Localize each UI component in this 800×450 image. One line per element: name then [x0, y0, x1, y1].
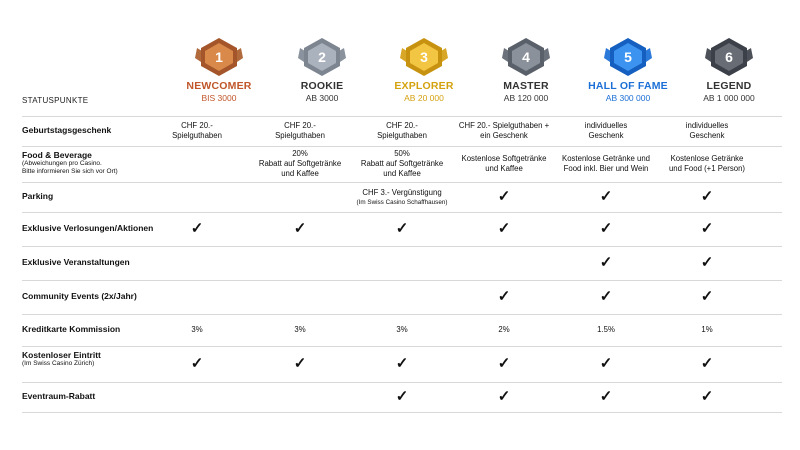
- benefit-cell-hall-of-fame: [556, 389, 656, 404]
- benefit-label: [22, 391, 212, 401]
- check-icon: ✓: [599, 254, 613, 271]
- benefit-cell-explorer: CHF 20.- Spielguthaben: [377, 121, 427, 140]
- benefit-cell-master: [454, 356, 554, 371]
- benefit-cell-rookie: [250, 356, 350, 371]
- tier-threshold: AB 120 000: [503, 93, 549, 103]
- benefit-row: [22, 246, 782, 280]
- tier-number: 1: [215, 49, 223, 65]
- check-icon: ✓: [190, 355, 204, 372]
- benefit-note: (Im Swiss Casino Zürich): [22, 360, 95, 367]
- tier-name: LEGEND: [706, 80, 752, 92]
- check-icon: ✓: [497, 220, 511, 237]
- benefit-cell-explorer: 50% Rabatt auf Softgetränke und Kaffee: [360, 149, 444, 178]
- benefit-cell-rookie: [250, 221, 350, 236]
- benefit-cell-master: [454, 189, 554, 204]
- tier-number: 3: [420, 49, 428, 65]
- benefit-row: [22, 280, 782, 314]
- row-divider: [22, 412, 782, 413]
- benefit-cell-explorer: [352, 389, 452, 404]
- benefit-cell-hall-of-fame: [556, 356, 656, 371]
- benefit-row: [22, 314, 782, 346]
- benefit-name: Geburtstagsgeschenk: [22, 125, 112, 135]
- check-icon: ✓: [700, 388, 714, 405]
- tier-header-6: [679, 36, 779, 116]
- check-icon: ✓: [497, 355, 511, 372]
- tier-name: EXPLORER: [394, 80, 454, 92]
- tier-header-1: [169, 36, 269, 116]
- benefit-cell-legend: [657, 289, 757, 304]
- check-icon: ✓: [293, 220, 307, 237]
- benefit-cell-explorer: 3%: [396, 325, 408, 334]
- benefit-cell-hall-of-fame: [556, 255, 656, 270]
- check-icon: ✓: [700, 288, 714, 305]
- tier-header-4: [476, 36, 576, 116]
- benefit-cell-explorer: [352, 221, 452, 236]
- check-icon: ✓: [599, 220, 613, 237]
- benefit-row: [22, 146, 782, 182]
- benefit-cell-legend: [657, 189, 757, 204]
- tier-badge-icon: [398, 36, 450, 78]
- tier-badge-icon: [602, 36, 654, 78]
- benefit-cell-master: [454, 289, 554, 304]
- tier-threshold: AB 3000: [305, 93, 339, 103]
- tier-number: 6: [725, 49, 733, 65]
- tier-name: ROOKIE: [300, 80, 344, 92]
- check-icon: ✓: [700, 188, 714, 205]
- check-icon: ✓: [395, 388, 409, 405]
- check-icon: ✓: [700, 355, 714, 372]
- benefit-cell-hall-of-fame: Kostenlose Getränke und Food inkl. Bier und Wein: [562, 154, 650, 173]
- check-icon: ✓: [190, 220, 204, 237]
- check-icon: ✓: [497, 188, 511, 205]
- benefit-cell-newcomer: 3%: [191, 325, 203, 334]
- benefit-cell-rookie: 20% Rabatt auf Softgetränke und Kaffee: [258, 149, 342, 178]
- benefit-cell-master: [454, 389, 554, 404]
- check-icon: ✓: [395, 220, 409, 237]
- benefit-cell-hall-of-fame: individuelles Geschenk: [584, 121, 628, 140]
- check-icon: ✓: [599, 288, 613, 305]
- tier-header-2: [272, 36, 372, 116]
- benefit-cell-hall-of-fame: 1.5%: [597, 325, 615, 334]
- check-icon: ✓: [497, 388, 511, 405]
- tier-badge-icon: [500, 36, 552, 78]
- benefit-cell-legend: 1%: [701, 325, 713, 334]
- benefit-name: Exklusive Veranstaltungen: [22, 257, 130, 267]
- benefit-name: Community Events (2x/Jahr): [22, 291, 137, 301]
- benefit-cell-master: CHF 20.- Spielguthaben + ein Geschenk: [458, 121, 550, 140]
- benefit-note: (Abweichungen pro Casino. Bitte informieren Sie sich vor Ort): [22, 160, 118, 175]
- benefit-cell-master: [454, 221, 554, 236]
- benefit-name: Eventraum-Rabatt: [22, 391, 96, 401]
- benefit-label: [22, 257, 212, 267]
- benefit-label: [22, 191, 212, 201]
- benefit-name: Kostenloser Eintritt: [22, 350, 101, 360]
- check-icon: ✓: [599, 188, 613, 205]
- benefit-cell-legend: Kostenlose Getränke und Food (+1 Person): [668, 154, 746, 173]
- check-icon: ✓: [700, 220, 714, 237]
- benefit-cell-master: 2%: [498, 325, 510, 334]
- benefit-row: [22, 212, 782, 246]
- benefit-cell-legend: [657, 255, 757, 270]
- tier-badge-icon: [296, 36, 348, 78]
- tier-number: 2: [318, 49, 326, 65]
- benefit-cell-master: Kostenlose Softgetränke und Kaffee: [461, 154, 547, 173]
- tier-threshold: AB 300 000: [605, 93, 651, 103]
- tier-name: HALL OF FAME: [588, 80, 668, 92]
- benefit-cell-hall-of-fame: [556, 289, 656, 304]
- benefit-label: [22, 291, 212, 301]
- benefit-row: [22, 182, 782, 212]
- benefit-cell-legend: [657, 221, 757, 236]
- tier-badge-icon: [193, 36, 245, 78]
- tier-threshold: AB 1 000 000: [703, 93, 755, 103]
- tier-number: 5: [624, 49, 632, 65]
- benefit-cell-hall-of-fame: [556, 189, 656, 204]
- tier-threshold: AB 20 000: [404, 93, 444, 103]
- benefit-cell-explorer: [352, 356, 452, 371]
- check-icon: ✓: [700, 254, 714, 271]
- tier-threshold: BIS 3000: [201, 93, 237, 103]
- benefit-row: [22, 346, 782, 382]
- benefit-cell-newcomer: CHF 20.- Spielguthaben: [172, 121, 222, 140]
- benefit-row: [22, 382, 782, 412]
- benefit-cell-legend: individuelles Geschenk: [685, 121, 729, 140]
- benefit-cell-hall-of-fame: [556, 221, 656, 236]
- status-points-label: STATUSPUNKTE: [22, 96, 89, 105]
- check-icon: ✓: [599, 355, 613, 372]
- benefit-cell-newcomer: [147, 356, 247, 371]
- benefit-label: [22, 150, 212, 176]
- check-icon: ✓: [395, 355, 409, 372]
- tier-badge-icon: [703, 36, 755, 78]
- benefit-cell-newcomer: [147, 221, 247, 236]
- benefit-cell-legend: [657, 356, 757, 371]
- tier-header-5: [578, 36, 678, 116]
- benefit-name: Kreditkarte Kommission: [22, 324, 121, 334]
- check-icon: ✓: [293, 355, 307, 372]
- benefit-name: Exklusive Verlosungen/Aktionen: [22, 223, 154, 233]
- benefit-name: Parking: [22, 191, 54, 201]
- benefit-cell-rookie: CHF 20.- Spielguthaben: [275, 121, 325, 140]
- check-icon: ✓: [599, 388, 613, 405]
- benefit-cell-legend: [657, 389, 757, 404]
- check-icon: ✓: [497, 288, 511, 305]
- benefit-row: [22, 116, 782, 146]
- tier-header-3: [374, 36, 474, 116]
- tier-number: 4: [522, 49, 530, 65]
- benefit-cell-explorer: CHF 3.- Vergünstigung (Im Swiss Casino Schaffhausen): [352, 188, 452, 208]
- benefit-cell-rookie: 3%: [294, 325, 306, 334]
- tier-name: NEWCOMER: [186, 80, 252, 92]
- tier-name: MASTER: [503, 80, 549, 92]
- benefit-name: Food & Beverage: [22, 150, 92, 160]
- benefit-cell-note: (Im Swiss Casino Schaffhausen): [356, 199, 448, 206]
